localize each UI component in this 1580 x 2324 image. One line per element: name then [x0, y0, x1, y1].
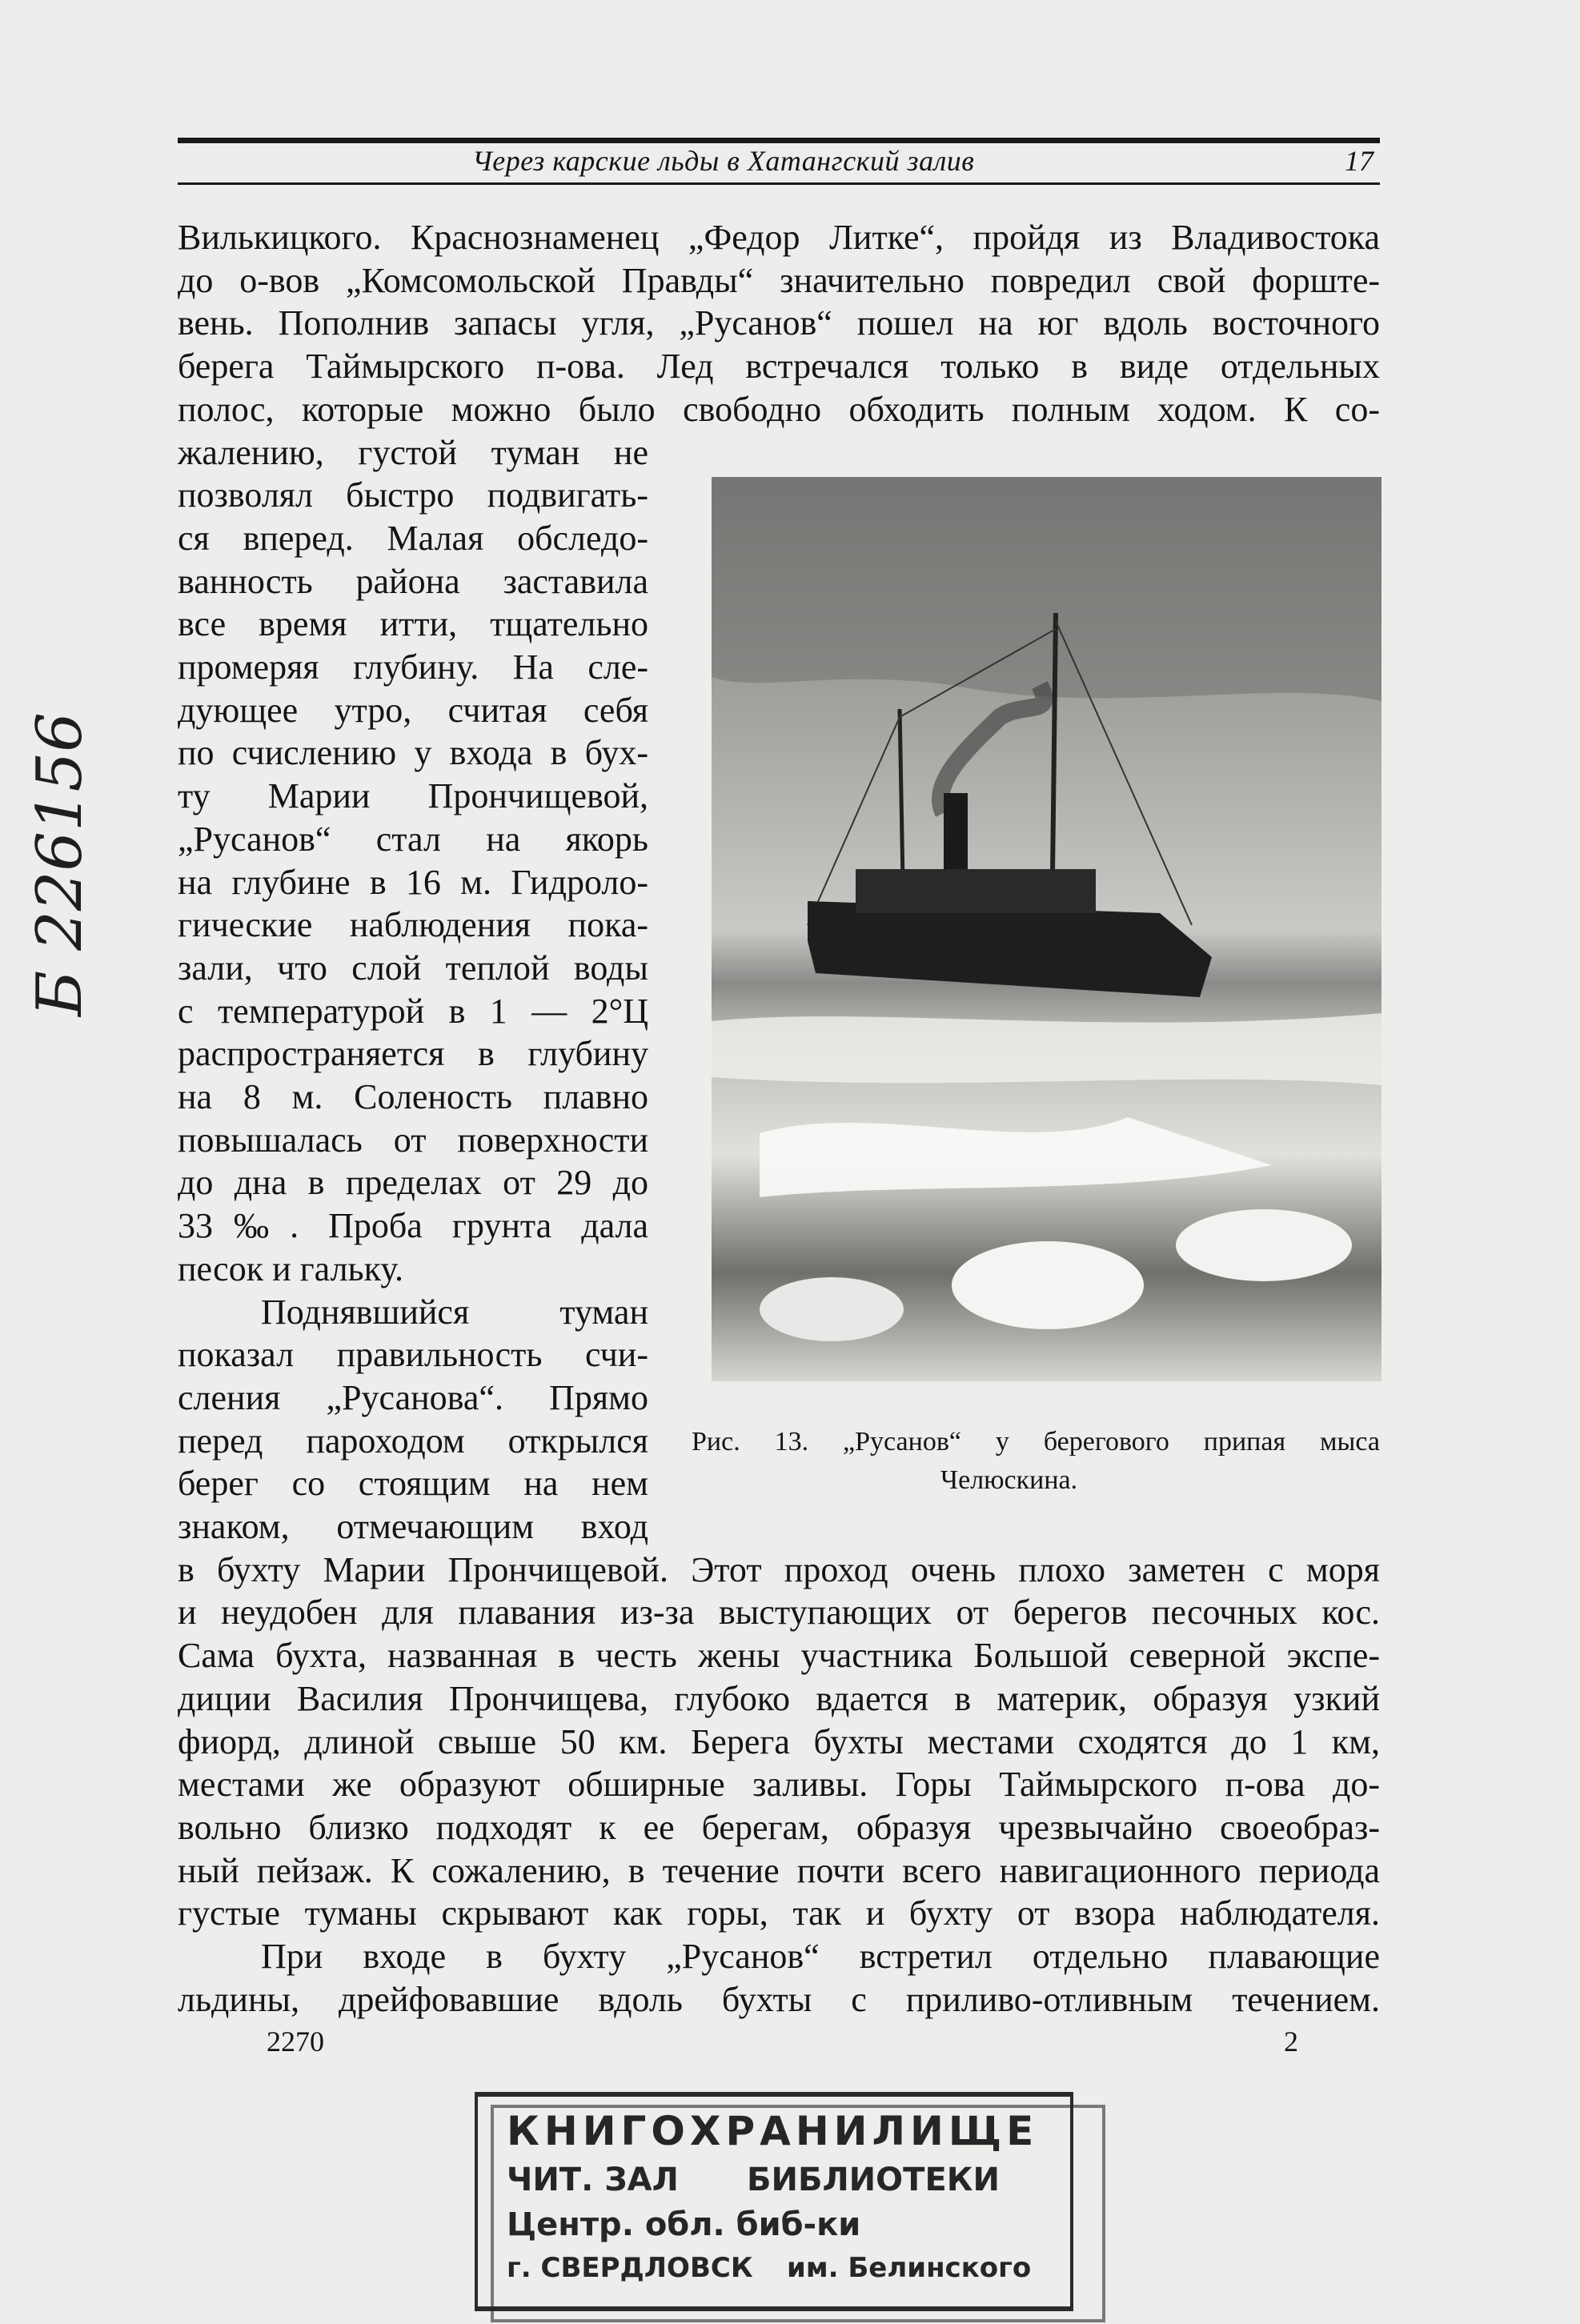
- text-line-content: до дна в пределах от 29 до: [178, 1163, 648, 1203]
- stamp-text: им. Белинского: [787, 2252, 1032, 2284]
- text-line-content: в бухту Марии Прончищевой. Этот проход очень плохо заметен с моря: [178, 1549, 1380, 1589]
- text-line: [178, 1335, 648, 1375]
- text-line: [178, 819, 648, 859]
- header-top-rule: [178, 138, 1380, 143]
- text-line: [178, 1378, 648, 1418]
- text-line: [178, 1163, 648, 1203]
- text-line-content: гические наблюдения пока-: [178, 905, 648, 945]
- text-line-content: ся вперед. Малая обследо-: [178, 518, 648, 558]
- text-line: [178, 1550, 1380, 1590]
- sheet-number: 2: [1284, 2025, 1298, 2058]
- text-line-content: по счислению у входа в бух-: [178, 733, 648, 773]
- text-line-content: Поднявшийся туман: [261, 1292, 648, 1332]
- text-line: [178, 1765, 1380, 1805]
- text-line: [178, 733, 648, 773]
- text-line: [178, 519, 648, 559]
- text-line: [178, 1421, 648, 1461]
- text-line: [178, 863, 648, 903]
- text-line: [178, 1893, 1380, 1933]
- text-line: [178, 1980, 1380, 2020]
- printer-signature: 2270: [267, 2025, 324, 2058]
- text-line-content: ный пейзаж. К сожалению, в течение почти всего навигационного периода: [178, 1850, 1380, 1890]
- text-line-content: на 8 м. Соленость плавно: [178, 1077, 648, 1116]
- text-line-content: и неудобен для плавания из-за выступающих от берегов песочных кос.: [178, 1593, 1380, 1633]
- handwritten-inventory-number: Б 226156: [24, 712, 96, 1016]
- text-line: [178, 347, 1380, 387]
- text-line-content: ванность района заставила: [178, 561, 648, 601]
- text-line-content: диции Василия Прончищева, глубоко вдается в материк, образуя узкий: [178, 1678, 1380, 1718]
- text-line: [178, 1636, 1380, 1676]
- text-line-content: песок и гальку.: [178, 1248, 403, 1288]
- text-line-content: густые туманы скрывают как горы, так и бухту от взора наблюдателя.: [178, 1893, 1380, 1933]
- text-line-content: все время итти, тщательно: [178, 604, 648, 644]
- text-line: [178, 905, 648, 945]
- text-line-content: ту Марии Прончищевой,: [178, 776, 648, 816]
- text-line: [178, 948, 648, 988]
- text-line: [178, 647, 648, 687]
- text-line-content: позволял быстро подвигать-: [178, 475, 648, 515]
- text-line-content: Вилькицкого. Краснознаменец „Федор Литке“, пройдя из Владивостока: [178, 218, 1380, 257]
- text-line: [178, 1077, 648, 1117]
- text-line: [178, 1464, 648, 1504]
- text-line-content: на глубине в 16 м. Гидроло-: [178, 862, 648, 902]
- text-line-content: знаком, отмечающим вход: [178, 1507, 648, 1546]
- stamp-text: г. СВЕРДЛОВСК: [507, 2252, 753, 2284]
- text-line: [178, 1808, 1380, 1848]
- text-line-content: Сама бухта, названная в честь жены участника Большой северной экспе-: [178, 1636, 1380, 1676]
- text-line: [178, 1937, 1380, 1977]
- text-line: [178, 1851, 1380, 1891]
- text-line-content: дующее утро, считая себя: [178, 690, 648, 730]
- text-line-content: промеряя глубину. На сле-: [178, 647, 648, 687]
- text-line-content: местами же образуют обширные заливы. Горы Таймырского п-ова до-: [178, 1765, 1380, 1805]
- text-line: [178, 604, 648, 644]
- stamp-text: КНИГОХРАНИЛИЩЕ: [507, 2108, 1039, 2154]
- text-line: [178, 992, 648, 1032]
- text-line-content: „Русанов“ стал на якорь: [178, 819, 648, 859]
- page-number: 17: [1345, 145, 1373, 177]
- text-line-content: фиорд, длиной свыше 50 км. Берега бухты местами сходятся до 1 км,: [178, 1721, 1380, 1761]
- ship-illustration: [712, 477, 1381, 1381]
- stamp-text: Центр. обл. биб-ки: [507, 2206, 861, 2243]
- running-header-title: Через карские льды в Хатангский залив: [472, 145, 975, 177]
- text-line-content: распространяется в глубину: [178, 1034, 648, 1074]
- text-line: [178, 776, 648, 816]
- text-line: [178, 1292, 648, 1332]
- text-line-content: повышалась от поверхности: [178, 1120, 648, 1160]
- figure-photo-ship-in-ice: [712, 477, 1381, 1381]
- text-line: [178, 390, 1380, 430]
- text-line: [178, 562, 648, 602]
- text-line: [178, 475, 648, 515]
- text-line: [178, 691, 648, 731]
- text-line: [178, 303, 1380, 343]
- text-line: [178, 1679, 1380, 1719]
- header-bottom-rule: [178, 182, 1380, 185]
- text-line: [178, 218, 1380, 258]
- text-line-content: с температурой в 1 — 2°Ц: [178, 991, 648, 1031]
- text-line-content: льдины, дрейфовавшие вдоль бухты с приливо-отливным течением.: [178, 1979, 1380, 2019]
- stamp-text: ЧИТ. ЗАЛ: [507, 2162, 679, 2198]
- text-line-content: показал правильность счи-: [178, 1335, 648, 1375]
- figure-caption: Рис. 13. „Русанов“ у берегового припая мыса: [692, 1427, 1380, 1457]
- text-line-content: полос, которые можно было свободно обходить полным ходом. К со-: [178, 389, 1380, 429]
- library-stamp: [475, 2089, 1115, 2324]
- text-line-content: берега Таймырского п-ова. Лед встречался только в виде отдельных: [178, 347, 1380, 387]
- stamp-text: БИБЛИОТЕКИ: [747, 2162, 1000, 2198]
- text-line: [178, 1206, 648, 1246]
- text-line-content: вольно близко подходят к ее берегам, образуя чрезвычайно своеобраз-: [178, 1807, 1380, 1847]
- text-line: [178, 1722, 1380, 1762]
- text-line: [178, 1507, 648, 1547]
- text-line: [178, 1034, 648, 1074]
- text-line-content: сления „Русанова“. Прямо: [178, 1377, 648, 1417]
- text-line: [178, 1249, 648, 1289]
- text-line: [178, 261, 1380, 301]
- text-line-content: зали, что слой теплой воды: [178, 948, 648, 988]
- text-line: [178, 1593, 1380, 1633]
- text-line-content: вень. Пополнив запасы угля, „Русанов“ пошел на юг вдоль восточного: [178, 303, 1380, 343]
- text-line-content: перед пароходом открылся: [178, 1420, 648, 1461]
- text-line-content: 33‰. Проба грунта дала: [178, 1206, 648, 1246]
- text-line-content: до о-вов „Комсомольской Правды“ значительно повредил свой форште-: [178, 260, 1380, 300]
- text-line: [178, 433, 648, 473]
- text-line: [178, 1120, 648, 1160]
- figure-caption-continued: Челюскина.: [940, 1465, 1078, 1495]
- text-line-content: жалению, густой туман не: [178, 432, 648, 472]
- text-line-content: берег со стоящим на нем: [178, 1464, 648, 1504]
- text-line-content: При входе в бухту „Русанов“ встретил отдельно плавающие: [261, 1937, 1380, 1976]
